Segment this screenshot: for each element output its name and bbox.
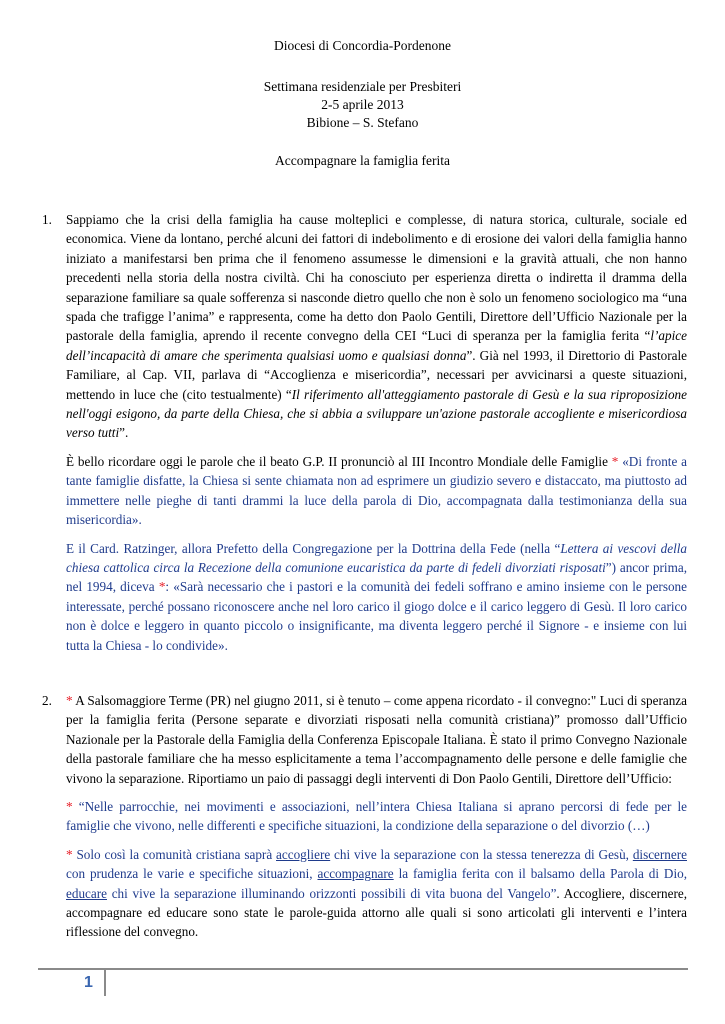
asterisk-marker: * (66, 798, 73, 814)
asterisk-marker: * (66, 846, 73, 862)
quotation: «Di fronte a tante famiglie disfatte, la Chiesa si sente chiamata non ad esprimere un giudizio severo e distaccato, ma piuttosto ad immettere nelle pieghe di tanti drammi la luce della parola di Dio, accompagnata dalla testimonianza della sua misericordia». (66, 453, 687, 528)
diocese-name: Diocesi di Concordia-Pordenone (274, 38, 451, 53)
section-number: 1. (42, 212, 52, 227)
asterisk-marker: * (66, 692, 73, 708)
document-title: Accompagnare la famiglia ferita (274, 153, 451, 168)
event-title: Settimana residenziale per Presbiteri (263, 79, 462, 94)
footer-divider (38, 968, 688, 970)
paragraph: * A Salsomaggiore Terme (PR) nel giugno 2011, si è tenuto – come appena ricordato - il convegno:" Luci di speranza per la famiglia ferita (Persone separate e divorziati risposati nella comunità cristiana)” promosso dall’Ufficio Nazionale per la Pastorale della Famiglia della Conferenza Episcopale Italiana. È stato il primo Convegno Nazionale della pastorale familiare che ha messo esplicitamente a tema l’accompagnamento delle persone e delle famiglie che vivono la separazione. Riportiamo un paio di passaggi degli interventi di Don Paolo Gentili, Direttore dell’Ufficio: (66, 692, 687, 786)
section-number: 2. (42, 692, 52, 708)
section-body (66, 691, 687, 942)
event-location: Bibione – S. Stefano (306, 115, 419, 130)
section-body (66, 210, 687, 655)
document-body (42, 210, 687, 942)
section-2 (42, 691, 687, 942)
page-number: 1 (84, 974, 93, 991)
paragraph: È bello ricordare oggi le parole che il beato G.P. II pronunciò al III Incontro Mondiale delle Famiglie * «Di fronte a tante famiglie disfatte, la Chiesa si sente chiamata non ad esprimere un giudizio severo e distaccato, ma piuttosto ad immettere nelle pieghe di tanti drammi la luce della parola di Dio, accompagnata dalla testimonianza della sua misericordia». (66, 453, 687, 528)
asterisk-marker: * (158, 579, 166, 595)
paragraph: * Solo così la comunità cristiana saprà accogliere chi vive la separazione con la stessa tenerezza di Gesù, discernere con prudenza le varie e specifiche situazioni, accompagnare la famiglia ferita con il balsamo della Parola di Dio, educare chi vive la separazione illuminando orizzonti possibili di vita buona del Vangelo”. Accogliere, discernere, accompagnare ed educare sono state le parole-guida attorno alle quali si sono articolati gli interventi e l’intera riflessione del convegno. (66, 846, 688, 940)
footer-vertical-divider (104, 968, 106, 996)
section-1 (42, 210, 687, 655)
asterisk-marker: * (611, 453, 619, 469)
quotation: * “Nelle parrocchie, nei movimenti e associazioni, nell’intera Chiesa Italiana si aprano percorsi di fede per le famiglie che vivono, nelle differenti e specifiche situazioni, la condizione della separazione o del divorzio (…) (66, 798, 687, 834)
event-dates: 2-5 aprile 2013 (321, 97, 404, 112)
event-info (0, 78, 725, 132)
paragraph: E il Card. Ratzinger, allora Prefetto della Congregazione per la Dottrina della Fede (nella “Lettera ai vescovi della chiesa cattolica circa la Recezione della comunione eucaristica da parte di fedeli divorziati risposati”) ancor prima, nel 1994, diceva *: «Sarà necessario che i pastori e la comunità dei fedeli soffrano e amino insieme con le persone interessate, perché possano riconoscere anche nel loro carico il giogo dolce e il carico leggero di Gesù. Il loro carico non è dolce e leggero in quanto piccolo o insignificante, ma diventa leggero perché il Signore - e insieme con lui tutta la Chiesa - lo condivide». (66, 540, 688, 653)
paragraph: Sappiamo che la crisi della famiglia ha cause molteplici e complesse, di natura storica, culturale, sociale ed economica. Viene da lontano, perché alcuni dei fattori di indebolimento e di erosione dei valori della famiglia hanno iniziato a manifestarsi ben prima che il fenomeno assumesse le dimensioni e la gravità attuali, che non hanno precedenti nella storia della nostra civiltà. Chi ha conosciuto per esperienza diretta o indiretta il dramma della separazione familiare sa quale sofferenza si nasconde dietro quello che non è solo un fenomeno sociologico ma “una spada che trafigge l’anima” e rappresenta, come ha detto don Paolo Gentili, Direttore dell’Ufficio Nazionale per la pastorale della famiglia, aprendo il recente convegno della CEI “Luci di speranza per la famiglia ferita “l’apice dell’incapacità di amare che sperimenta qualsiasi uomo e qualsiasi donna”. Già nel 1993, il Direttorio di Pastorale Familiare, al Cap. VII, parlava di “Accoglienza e misericordia”, necessari per avvicinarsi a queste situazioni, mettendo in luce che (cito testualmente) “Il riferimento all'atteggiamento pastorale di Gesù e la sua riproposizione nell'oggi esigono, da parte della Chiesa, che si abbia a sviluppare un'azione pastorale accogliente e misericordiosa verso tutti”. (66, 212, 687, 441)
